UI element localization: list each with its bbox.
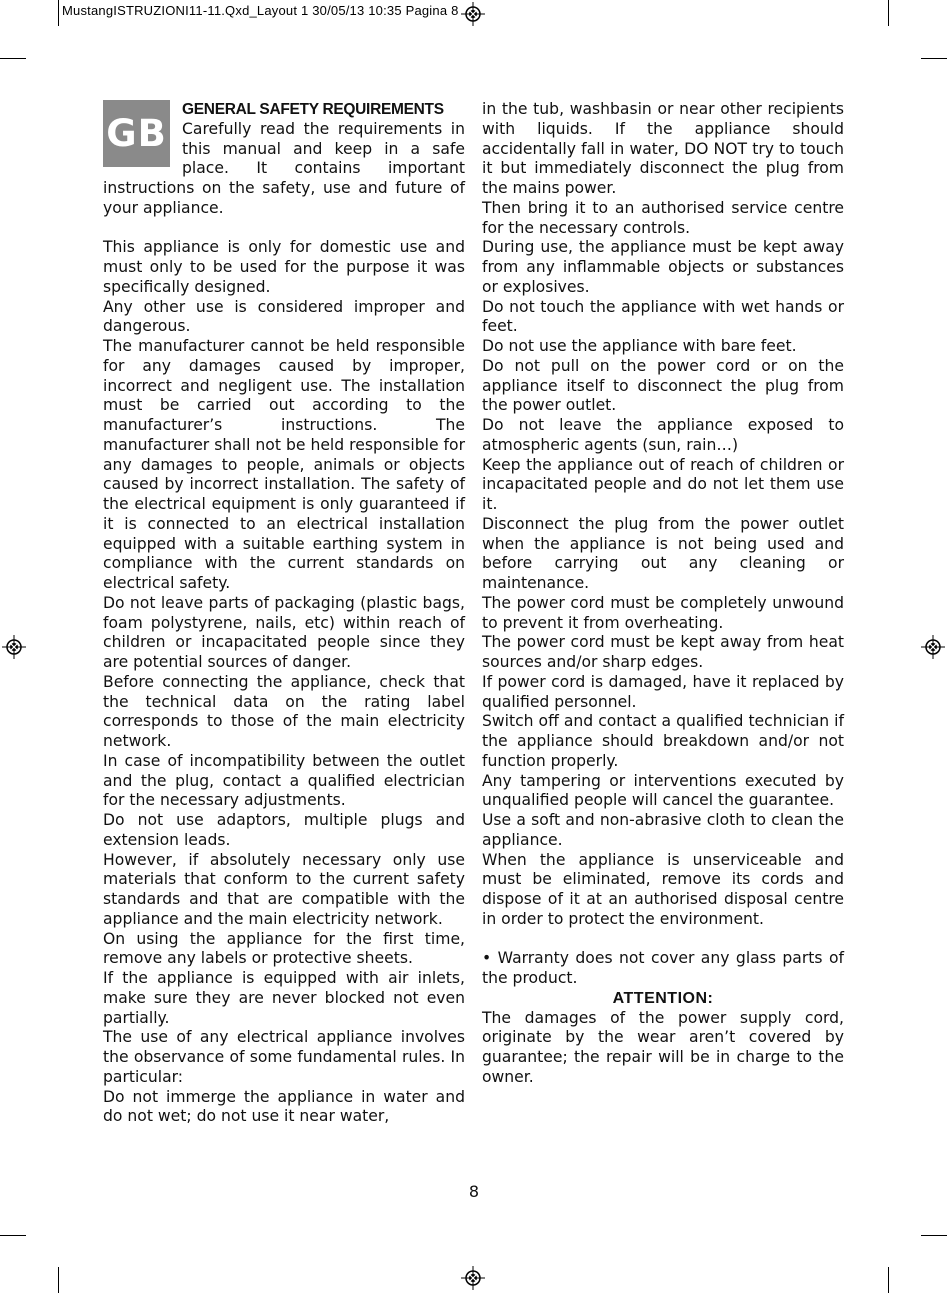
paragraph: Then bring it to an authorised service centre for the necessary controls. [482,198,844,237]
language-badge: GB [103,100,170,167]
registration-mark-icon [2,635,26,659]
crop-mark [0,58,26,59]
paragraph: Carefully read the requirements in this manual and keep in a safe place. It contains important instructions on the safety, use and future of your appliance. [103,119,465,217]
paragraph: Do not use adaptors, multiple plugs and extension leads. [103,811,465,849]
paragraph: Any other use is considered improper and dangerous. [103,297,465,336]
page-number: 8 [468,1182,480,1201]
right-column [482,100,844,1088]
warranty-note: • Warranty does not cover any glass parts of the product. [482,949,844,987]
paragraph: in the tub, washbasin or near other recipients with liquids. If the appliance should accidentally fall in water, DO NOT try to touch it but immediately disconnect the plug from the mains power. [482,100,844,197]
paragraph: If power cord is damaged, have it replaced by qualified personnel. [482,672,844,711]
paragraph: Switch off and contact a qualified technician if the appliance should breakdown and/or not function properly. [482,712,844,770]
paragraph: If the appliance is equipped with air inlets, make sure they are never blocked not even partially. [103,969,465,1027]
paragraph: During use, the appliance must be kept away from any inflammable objects or substances or explosives. [482,238,844,296]
printer-slug: MustangISTRUZIONI11-11.Qxd_Layout 1 30/05/13 10:35 Pagina 8 [62,3,459,18]
paragraph: Do not leave the appliance exposed to atmospheric agents (sun, rain…) [482,416,844,454]
paragraph: Do not immerge the appliance in water and do not wet; do not use it near water, [103,1087,465,1126]
section-heading: GENERAL SAFETY REQUIREMENTS [182,101,444,118]
attention-text: The damages of the power supply cord, originate by the wear aren’t covered by guarantee; the repair will be in charge to the owner. [482,1008,844,1086]
paragraph: The power cord must be completely unwound to prevent it from overheating. [482,593,844,632]
registration-mark-icon [461,2,485,26]
paragraph: The power cord must be kept away from heat sources and/or sharp edges. [482,633,844,671]
paragraph: This appliance is only for domestic use and must only to be used for the purpose it was specifically designed. [103,238,465,296]
paragraph: Do not pull on the power cord or on the appliance itself to disconnect the plug from the power outlet. [482,356,844,415]
crop-mark [888,0,889,26]
registration-mark-icon [461,1266,485,1290]
paragraph: Do not use the appliance with bare feet. [482,337,797,355]
crop-mark [888,1267,889,1293]
crop-mark [921,1235,947,1236]
paragraph: Keep the appliance out of reach of children or incapacitated people and do not let them use it. [482,455,844,513]
registration-mark-icon [921,635,945,659]
crop-mark [921,58,947,59]
left-column [103,100,465,1127]
paragraph: When the appliance is unserviceable and must be eliminated, remove its cords and dispose of it at an authorised disposal centre in order to protect the environment. [482,850,844,928]
crop-mark [58,0,59,26]
paragraph: Before connecting the appliance, check that the technical data on the rating label corresponds to those of the main electricity network. [103,672,465,750]
paragraph: Do not leave parts of packaging (plastic bags, foam polystyrene, nails, etc) within reach of children or incapacitated people since they are potential sources of danger. [103,593,465,671]
paragraph: On using the appliance for the first time, remove any labels or protective sheets. [103,929,465,968]
paragraph: Any tampering or interventions executed by unqualified people will cancel the guarantee. [482,771,844,810]
paragraph: In case of incompatibility between the outlet and the plug, contact a qualified electrician for the necessary adjustments. [103,751,465,810]
paragraph: Use a soft and non-abrasive cloth to clean the appliance. [482,811,844,849]
paragraph: However, if absolutely necessary only use materials that conform to the current safety standards and that are compatible with the appliance and the main electricity network. [103,850,465,928]
paragraph: The manufacturer cannot be held responsible for any damages caused by improper, incorrect and negligent use. The installation must be carried out according to the manufacturer’s instructions. The manufacturer shall not be held responsible for any damages to people, animals or objects caused by incorrect installation. The safety of the electrical equipment is only guaranteed if it is connected to an electrical installation equipped with a suitable earthing system in compliance with the current standards on electrical safety. [103,337,465,592]
paragraph: The use of any electrical appliance involves the observance of some fundamental rules. In particular: [103,1028,465,1086]
attention-title: ATTENTION: [612,989,714,1007]
paragraph: Disconnect the plug from the power outlet when the appliance is not being used and before carrying out any cleaning or maintenance. [482,514,844,592]
paragraph: Do not touch the appliance with wet hands or feet. [482,297,844,336]
crop-mark [58,1267,59,1293]
crop-mark [0,1235,26,1236]
